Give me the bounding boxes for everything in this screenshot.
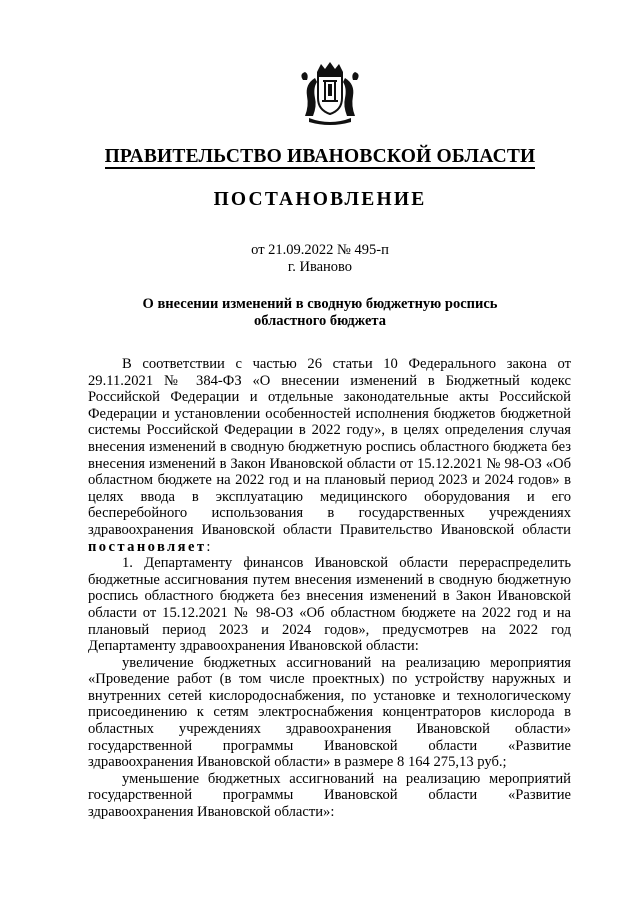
document-date-number: от 21.09.2022 № 495-п	[251, 242, 389, 258]
preamble-text: В соответствии с частью 26 статьи 10 Федерального закона от 29.11.2021 № 384-ФЗ «О внесении изменений в Бюджетный кодекс Российской Федерации и отдельные законодательные акты Российской Федерации и установлении особенностей исполнения бюджетов бюджетной системы Российской Федерации в 2022 году», в целях определения случая внесения изменений в сводную бюджетную роспись областного бюджета без внесения изменений в Закон Ивановской области от 15.12.2021 № 98-ОЗ «Об областном бюджете на 2022 год и на плановый период 2023 и 2024 годов» в целях ввода в эксплуатацию медицинского оборудования и его бесперебойного использования в государственных учреждениях здравоохранения Ивановской области Правительство Ивановской области	[88, 356, 571, 538]
document-city: г. Иваново	[287, 259, 353, 275]
org-title	[0, 146, 640, 168]
document-subject-line-2: областного бюджета	[254, 313, 386, 329]
document-subject	[0, 296, 640, 330]
document-subject-line-1: О внесении изменений в сводную бюджетную роспись	[142, 296, 498, 312]
document-type-heading: ПОСТАНОВЛЕНИЕ	[213, 189, 427, 210]
resolves-colon: :	[206, 538, 211, 555]
document-date-block	[0, 242, 640, 276]
preamble-paragraph	[88, 356, 571, 555]
increase-paragraph: увеличение бюджетных ассигнований на реализацию мероприятия «Проведение работ (в том числе проектных) по устройству наружных и внутренних сетей кислородоснабжения, по установке и технологическому присоединению к сетям электроснабжения концентраторов кислорода в областных учреждениях здравоохранения Ивановской области» государственной программы Ивановской области «Развитие здравоохранения Ивановской области» в размере 8 164 275,13 руб.;	[88, 654, 571, 771]
document-body	[88, 356, 571, 821]
decrease-paragraph: уменьшение бюджетных ассигнований на реализацию мероприятий государственной программы Ивановской области «Развитие здравоохранения Ивановской области»:	[88, 770, 571, 821]
item-1-paragraph: 1. Департаменту финансов Ивановской области перераспределить бюджетные ассигнования путем внесения изменений в сводную бюджетную роспись областного бюджета без внесения изменений в Закон Ивановской области от 15.12.2021 № 98-ОЗ «Об областном бюджете на 2022 год и на плановый период 2023 и 2024 годов», предусмотрев на 2022 год Департаменту здравоохранения Ивановской области:	[88, 555, 571, 655]
ivanovo-coat-of-arms-icon	[295, 58, 365, 128]
resolves-word: постановляет	[88, 538, 207, 555]
org-title-text: ПРАВИТЕЛЬСТВО ИВАНОВСКОЙ ОБЛАСТИ	[104, 146, 536, 167]
